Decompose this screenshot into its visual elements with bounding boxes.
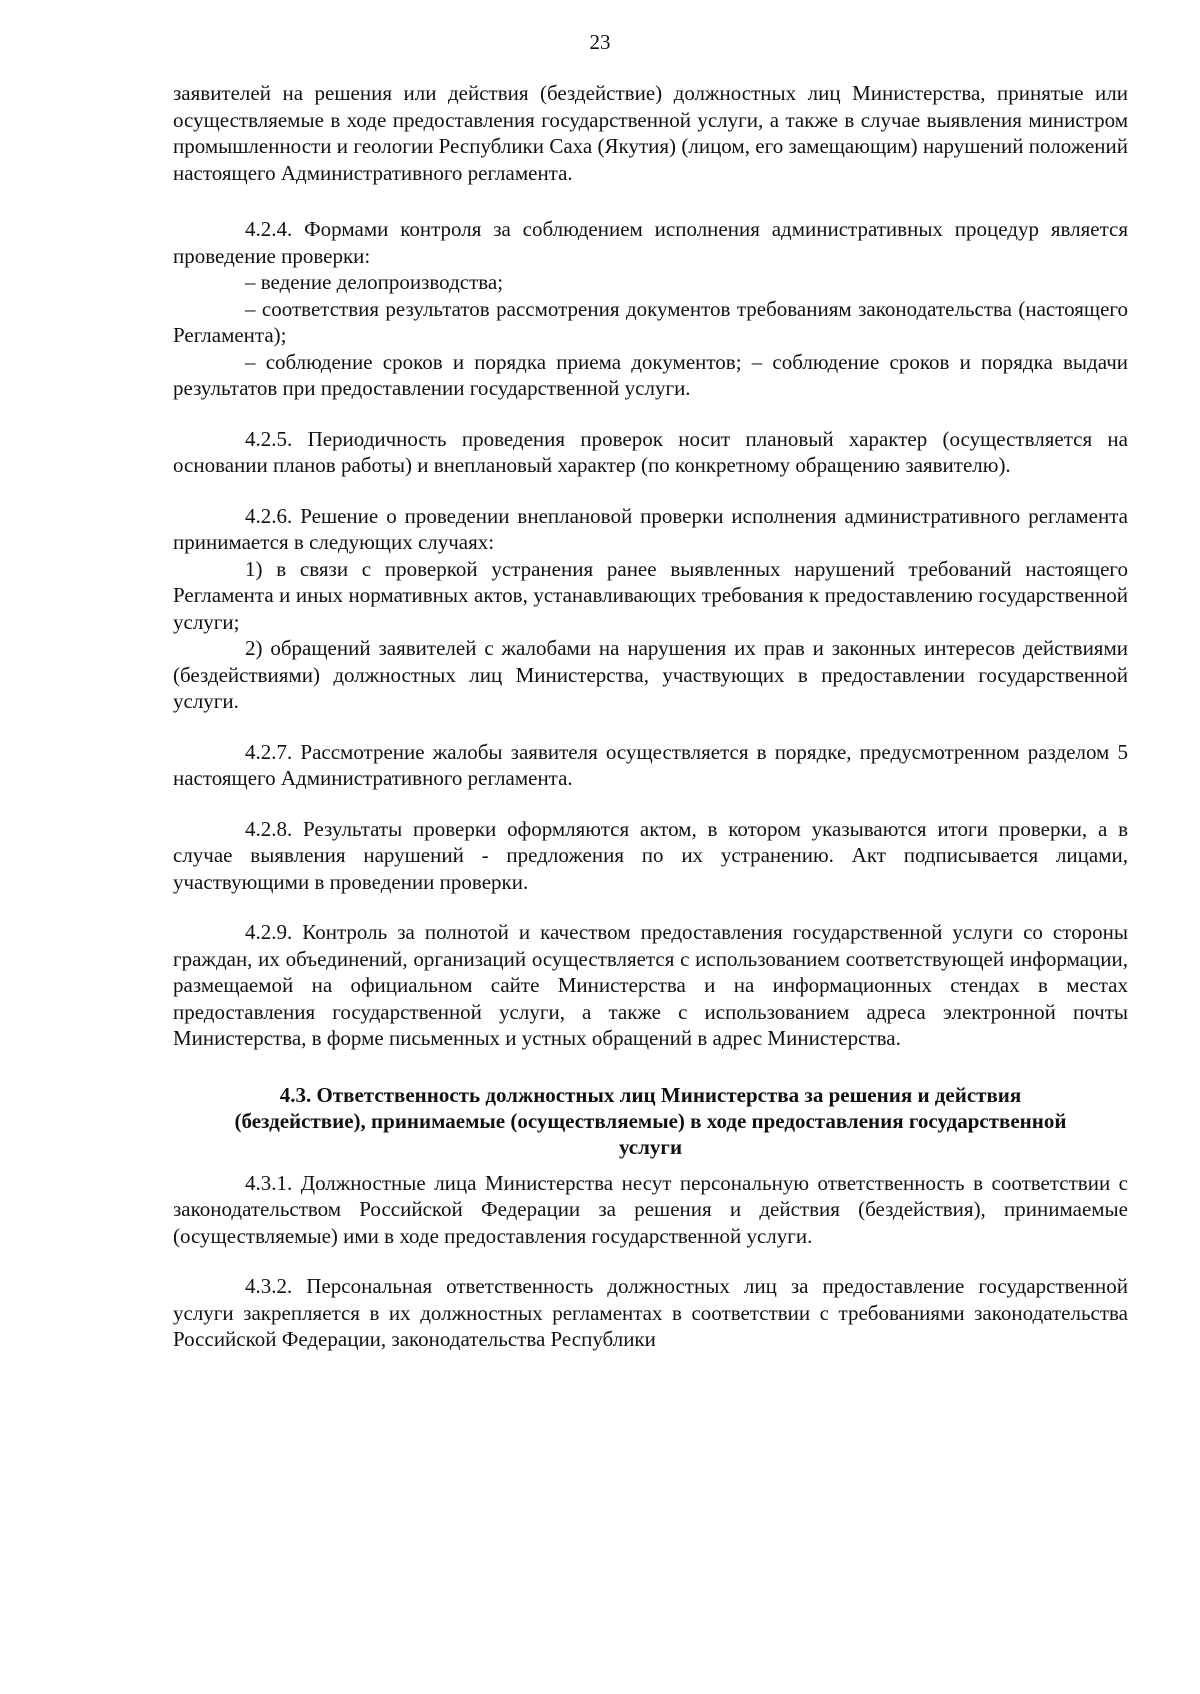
paragraph-continuation: заявителей на решения или действия (бездействие) должностных лиц Министерства, принятые или осуществляемые в ходе предоставления государственной услуги, а также в случае выявления министром промышленности и геологии Республики Саха (Якутия) (лицом, его замещающим) нарушений положений настоящего Административного регламента. [173, 81, 1128, 185]
paragraph-4-2-6: 4.2.6. Решение о проведении внеплановой проверки исполнения административного регламента принимается в следующих случаях: [173, 503, 1128, 554]
paragraph-4-2-5: 4.2.5. Периодичность проведения проверок носит плановый характер (осуществляется на основании планов работы) и внеплановый характер (по конкретному обращению заявителю). [173, 426, 1128, 477]
paragraph-4-2-9: 4.2.9. Контроль за полнотой и качеством предоставления государственной услуги со стороны граждан, их объединений, организаций осуществляется с использованием соответствующей информации, размещаемой на официальном сайте Министерства и на информационных стендах в местах предоставления государственной услуги, а также с использованием адреса электронной почты Министерства, в форме письменных и устных обращений в адрес Министерства. [173, 920, 1128, 1050]
paragraph-4-2-8: 4.2.8. Результаты проверки оформляются актом, в котором указываются итоги проверки, а в случае выявления нарушений - предложения по их устранению. Акт подписывается лицами, участвующими в проведении проверки. [173, 816, 1128, 894]
section-heading-4-3: 4.3. Ответственность должностных лиц Министерства за решения и действия (бездействие), принимаемые (осуществляемые) в ходе предоставления государственной услуги [234, 1082, 1067, 1159]
paragraph-4-3-1: 4.3.1. Должностные лица Министерства несут персональную ответственность в соответствии с законодательством Российской Федерации за решения и действия (бездействия), принимаемые (осуществляемые) ими в ходе предоставления государственной услуги. [173, 1170, 1128, 1248]
list-item-deadlines: – соблюдение сроков и порядка приема документов; – соблюдение сроков и порядка выдачи результатов при предоставлении государственной услуги. [173, 349, 1128, 400]
paragraph-4-2-4: 4.2.4. Формами контроля за соблюдением исполнения административных процедур является проведение проверки: [173, 217, 1128, 268]
list-item-recordkeeping: – ведение делопроизводства; [245, 270, 504, 294]
list-item-2: 2) обращений заявителей с жалобами на нарушения их прав и законных интересов действиями (бездействиями) должностных лиц Министерства, участвующих в предоставлении государственной услуги. [173, 636, 1128, 713]
paragraph-4-3-2: 4.3.2. Персональная ответственность должностных лиц за предоставление государственной услуги закрепляется в их должностных регламентах в соответствии с требованиями законодательства Российской Федерации, законодательства Республики [173, 1274, 1128, 1351]
list-item-1: 1) в связи с проверкой устранения ранее выявленных нарушений требований настоящего Регламента и иных нормативных актов, устанавливающих требования к предоставлению государственной услуги; [173, 556, 1128, 634]
document-body [173, 80, 1128, 1353]
list-item-compliance: – соответствия результатов рассмотрения документов требованиям законодательства (настоящего Регламента); [173, 296, 1128, 347]
paragraph-4-2-7: 4.2.7. Рассмотрение жалобы заявителя осуществляется в порядке, предусмотренном разделом 5 настоящего Административного регламента. [173, 739, 1128, 790]
page-number: 23 [589, 30, 611, 54]
